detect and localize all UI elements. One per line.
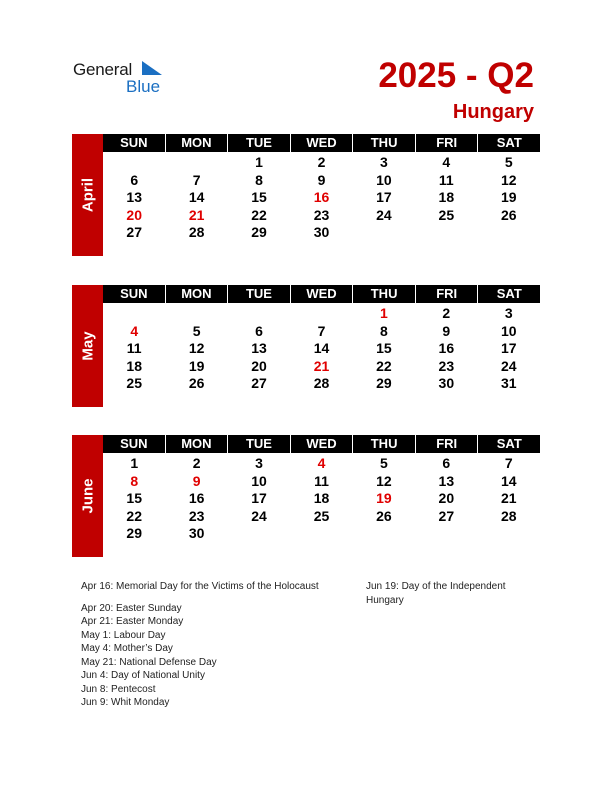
day-cell: 22 bbox=[251, 206, 267, 223]
weekday-label: SAT bbox=[496, 436, 522, 451]
day-cell: 29 bbox=[251, 224, 267, 240]
month-block-june bbox=[72, 435, 540, 557]
holiday-note: May 1: Labour Day bbox=[81, 629, 166, 641]
day-cell: 19 bbox=[376, 490, 392, 506]
day-cell: 21 bbox=[188, 206, 205, 223]
day-cell: 5 bbox=[380, 455, 388, 471]
day-cell: 1 bbox=[380, 305, 388, 321]
day-cell: 22 bbox=[126, 507, 142, 524]
holiday-note: May 4: Mother’s Day bbox=[81, 643, 173, 654]
day-cell: 29 bbox=[376, 375, 392, 391]
day-cell: 1 bbox=[130, 455, 139, 471]
day-cell: 22 bbox=[376, 357, 392, 374]
empty-day-cell bbox=[353, 525, 415, 543]
empty-day-cell bbox=[103, 305, 165, 323]
weekday-label: FRI bbox=[416, 435, 479, 453]
day-cell: 18 bbox=[313, 490, 330, 506]
day-cell: 6 bbox=[130, 171, 139, 188]
holiday-note: Jun 4: Day of National Unity bbox=[81, 670, 205, 681]
day-cell: 25 bbox=[313, 507, 330, 524]
month-label: May bbox=[79, 331, 96, 361]
day-cell: 28 bbox=[188, 224, 205, 240]
week-row bbox=[103, 224, 540, 242]
day-cell: 11 bbox=[126, 340, 142, 356]
day-cell: 29 bbox=[126, 525, 142, 541]
day-cell: 21 bbox=[313, 357, 330, 374]
day-cell: 1 bbox=[255, 154, 263, 170]
day-cell: 2 bbox=[317, 154, 326, 170]
weekday-label: WED bbox=[291, 435, 354, 453]
day-cell: 7 bbox=[504, 455, 513, 471]
holiday-note: Apr 21: Easter Monday bbox=[81, 616, 184, 627]
week-row bbox=[103, 508, 540, 526]
day-cell: 14 bbox=[500, 472, 517, 489]
day-cell: 3 bbox=[380, 154, 388, 170]
day-cell: 26 bbox=[500, 206, 517, 223]
day-cell: 16 bbox=[188, 490, 205, 506]
day-cell: 23 bbox=[188, 507, 205, 524]
weekday-label: THU bbox=[353, 134, 416, 152]
week-row bbox=[103, 455, 540, 473]
weekday-label: TUE bbox=[228, 435, 291, 453]
day-cell: 8 bbox=[380, 322, 388, 339]
weekday-label: TUE bbox=[228, 134, 291, 152]
day-cell: 5 bbox=[504, 154, 513, 170]
day-cell: 11 bbox=[438, 171, 454, 188]
day-cell: 10 bbox=[376, 171, 392, 188]
week-row bbox=[103, 172, 540, 190]
week-row bbox=[103, 490, 540, 508]
day-cell: 28 bbox=[500, 507, 517, 524]
weekday-label: SUN bbox=[103, 134, 166, 152]
day-cell: 31 bbox=[500, 375, 517, 391]
holiday-note: Jun 9: Whit Monday bbox=[81, 697, 170, 708]
weekday-label: MON bbox=[166, 285, 229, 303]
empty-day-cell bbox=[228, 305, 290, 323]
day-cell: 15 bbox=[126, 490, 142, 506]
week-row bbox=[103, 154, 540, 172]
day-cell: 9 bbox=[192, 472, 201, 489]
week-row bbox=[103, 305, 540, 323]
empty-day-cell bbox=[165, 305, 227, 323]
empty-day-cell bbox=[478, 525, 540, 543]
day-cell: 21 bbox=[500, 490, 517, 506]
day-cell: 10 bbox=[251, 472, 267, 489]
holiday-note: Apr 16: Memorial Day for the Victims of the Holocaust bbox=[81, 581, 319, 592]
day-cell: 9 bbox=[317, 171, 326, 188]
day-grid bbox=[103, 305, 540, 393]
day-cell: 8 bbox=[255, 171, 263, 188]
weekday-label: FRI bbox=[416, 285, 479, 303]
weekday-label: FRI bbox=[416, 134, 479, 152]
holiday-note: May 21: National Defense Day bbox=[81, 656, 217, 668]
holiday-note: Jun 8: Pentecost bbox=[81, 683, 156, 695]
week-row bbox=[103, 473, 540, 491]
month-block-april bbox=[72, 134, 540, 256]
day-cell: 15 bbox=[376, 340, 392, 356]
page-title: 2025 - Q2 bbox=[378, 56, 534, 95]
weekday-label: TUE bbox=[228, 285, 291, 303]
day-cell: 9 bbox=[442, 322, 451, 339]
day-cell: 3 bbox=[504, 305, 513, 321]
month-label: June bbox=[79, 478, 96, 514]
week-row bbox=[103, 525, 540, 543]
week-row bbox=[103, 375, 540, 393]
day-cell: 2 bbox=[192, 455, 201, 471]
empty-day-cell bbox=[353, 224, 415, 242]
day-cell: 27 bbox=[251, 375, 267, 391]
weekday-label: MON bbox=[166, 435, 229, 453]
day-cell: 24 bbox=[251, 507, 267, 524]
day-cell: 25 bbox=[438, 206, 455, 223]
day-grid bbox=[103, 154, 540, 242]
weekday-header bbox=[103, 435, 540, 453]
day-cell: 23 bbox=[313, 206, 330, 223]
month-block-may bbox=[72, 285, 540, 407]
day-grid bbox=[103, 455, 540, 543]
week-row bbox=[103, 358, 540, 376]
day-cell: 25 bbox=[126, 375, 142, 391]
empty-day-cell bbox=[290, 525, 352, 543]
day-cell: 28 bbox=[313, 375, 330, 391]
weekday-label: MON bbox=[166, 134, 229, 152]
holiday-notes-column-2 bbox=[366, 580, 541, 607]
day-cell: 13 bbox=[126, 189, 142, 205]
day-cell: 2 bbox=[442, 305, 451, 321]
day-cell: 14 bbox=[313, 340, 330, 356]
day-cell: 17 bbox=[251, 490, 267, 506]
day-cell: 4 bbox=[130, 322, 139, 339]
empty-day-cell bbox=[228, 525, 290, 543]
month-label-bar bbox=[72, 134, 103, 256]
day-cell: 6 bbox=[255, 322, 263, 339]
day-cell: 13 bbox=[438, 472, 455, 489]
day-cell: 5 bbox=[192, 322, 201, 339]
day-cell: 20 bbox=[438, 490, 455, 506]
week-row bbox=[103, 340, 540, 358]
day-cell: 17 bbox=[500, 340, 517, 356]
week-row bbox=[103, 189, 540, 207]
week-row bbox=[103, 207, 540, 225]
country-name: Hungary bbox=[452, 101, 534, 123]
weekday-label: SUN bbox=[103, 285, 166, 303]
day-cell: 4 bbox=[442, 154, 451, 170]
logo-text-general: General bbox=[73, 60, 133, 79]
weekday-label: SAT bbox=[496, 286, 522, 301]
day-cell: 14 bbox=[188, 189, 205, 205]
empty-day-cell bbox=[415, 224, 477, 242]
day-cell: 11 bbox=[314, 472, 329, 489]
day-cell: 7 bbox=[192, 171, 201, 188]
day-cell: 26 bbox=[376, 507, 392, 524]
day-cell: 24 bbox=[500, 357, 517, 374]
day-cell: 18 bbox=[126, 357, 142, 374]
day-cell: 30 bbox=[438, 375, 455, 391]
logo bbox=[73, 60, 183, 96]
empty-day-cell bbox=[478, 224, 540, 242]
logo-text-blue: Blue bbox=[126, 77, 161, 96]
day-cell: 19 bbox=[500, 189, 517, 205]
empty-day-cell bbox=[415, 525, 477, 543]
day-cell: 12 bbox=[500, 171, 517, 188]
day-cell: 16 bbox=[438, 340, 455, 356]
day-cell: 30 bbox=[188, 525, 205, 541]
weekday-label: WED bbox=[291, 285, 354, 303]
weekday-label: THU bbox=[353, 285, 416, 303]
holiday-note: Apr 20: Easter Sunday bbox=[81, 602, 182, 614]
weekday-header bbox=[103, 134, 540, 152]
day-cell: 27 bbox=[126, 224, 142, 240]
weekday-label: THU bbox=[353, 435, 416, 453]
day-cell: 20 bbox=[126, 206, 142, 223]
month-label-bar bbox=[72, 435, 103, 557]
holiday-note: Jun 19: Day of the Independent Hungary bbox=[366, 581, 506, 606]
day-cell: 8 bbox=[130, 472, 139, 489]
day-cell: 24 bbox=[376, 206, 392, 223]
day-cell: 23 bbox=[438, 357, 455, 374]
day-cell: 3 bbox=[255, 455, 263, 471]
day-cell: 19 bbox=[188, 357, 205, 374]
day-cell: 10 bbox=[500, 322, 517, 339]
logo-triangle-icon bbox=[140, 61, 164, 77]
day-cell: 16 bbox=[313, 189, 330, 205]
day-cell: 12 bbox=[188, 340, 205, 356]
day-cell: 6 bbox=[442, 455, 451, 471]
day-cell: 15 bbox=[251, 189, 267, 205]
month-label-bar bbox=[72, 285, 103, 407]
week-row bbox=[103, 323, 540, 341]
day-cell: 26 bbox=[188, 375, 205, 391]
day-cell: 27 bbox=[438, 507, 455, 524]
day-cell: 30 bbox=[313, 224, 330, 240]
month-label: April bbox=[79, 177, 96, 213]
day-cell: 20 bbox=[251, 357, 267, 374]
holiday-notes-column-1 bbox=[81, 580, 361, 710]
weekday-label: SUN bbox=[103, 435, 166, 453]
empty-day-cell bbox=[103, 154, 165, 172]
day-cell: 7 bbox=[317, 322, 326, 339]
day-cell: 12 bbox=[376, 472, 392, 489]
day-cell: 4 bbox=[317, 455, 326, 471]
weekday-label: WED bbox=[291, 134, 354, 152]
day-cell: 17 bbox=[376, 189, 392, 205]
empty-day-cell bbox=[290, 305, 352, 323]
day-cell: 18 bbox=[438, 189, 455, 205]
empty-day-cell bbox=[165, 154, 227, 172]
weekday-label: SAT bbox=[496, 135, 522, 150]
weekday-header bbox=[103, 285, 540, 303]
day-cell: 13 bbox=[251, 340, 267, 356]
